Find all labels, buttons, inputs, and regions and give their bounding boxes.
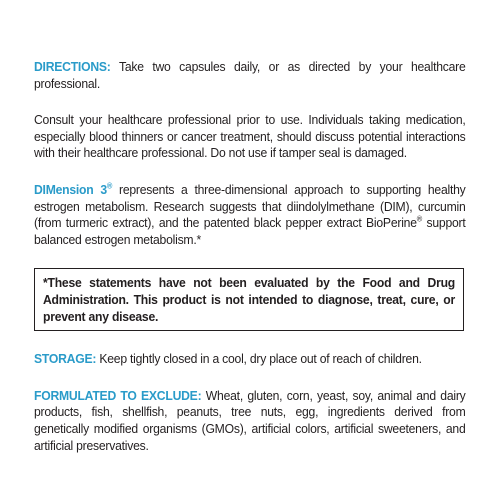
label-panel <box>34 59 466 474</box>
dimension-text-2: support balanced estrogen metabolism.* <box>34 215 466 247</box>
brand-name: DIMension 3 <box>34 181 107 197</box>
directions-text: Take two capsules daily, or as directed by your healthcare professional. <box>34 59 466 91</box>
directions-paragraph <box>34 59 466 92</box>
fda-disclaimer-text: *These statements have not been evaluated by the Food and Drug Administration. This product is not intended to diagnose, treat, cure, or prevent any disease. <box>43 275 455 324</box>
caution-paragraph <box>34 112 466 162</box>
fda-disclaimer-box <box>34 268 464 331</box>
storage-paragraph <box>34 351 466 368</box>
caution-text: Consult your healthcare professional prior to use. Individuals taking medication, especially blood thinners or cancer treatment, should discuss potential interactions with their healthcare professional. Do not use if tamper seal is damaged. <box>34 112 466 161</box>
bioperine-registered-mark: ® <box>416 214 423 224</box>
exclusions-paragraph <box>34 388 466 454</box>
dimension-text-1: represents a three-dimensional approach to supporting healthy estrogen metabolism. Research suggests that diindolylmethane (DIM), curcumin (from turmeric extract), and the patented black pepper extract BioPerine <box>34 181 466 231</box>
exclusions-text: Wheat, gluten, corn, yeast, soy, animal and dairy products, fish, shellfish, peanuts, tree nuts, egg, ingredients derived from genetically modified organisms (GMOs), artificial colors, artificial sweeteners, and artificial preservatives. <box>34 387 466 453</box>
storage-text: Keep tightly closed in a cool, dry place out of reach of children. <box>96 351 422 367</box>
storage-label: STORAGE: <box>34 351 97 367</box>
dimension-paragraph <box>34 182 466 248</box>
exclusions-label: FORMULATED TO EXCLUDE: <box>34 387 202 403</box>
brand-registered-mark: ® <box>106 181 113 191</box>
directions-label: DIRECTIONS: <box>34 59 111 74</box>
